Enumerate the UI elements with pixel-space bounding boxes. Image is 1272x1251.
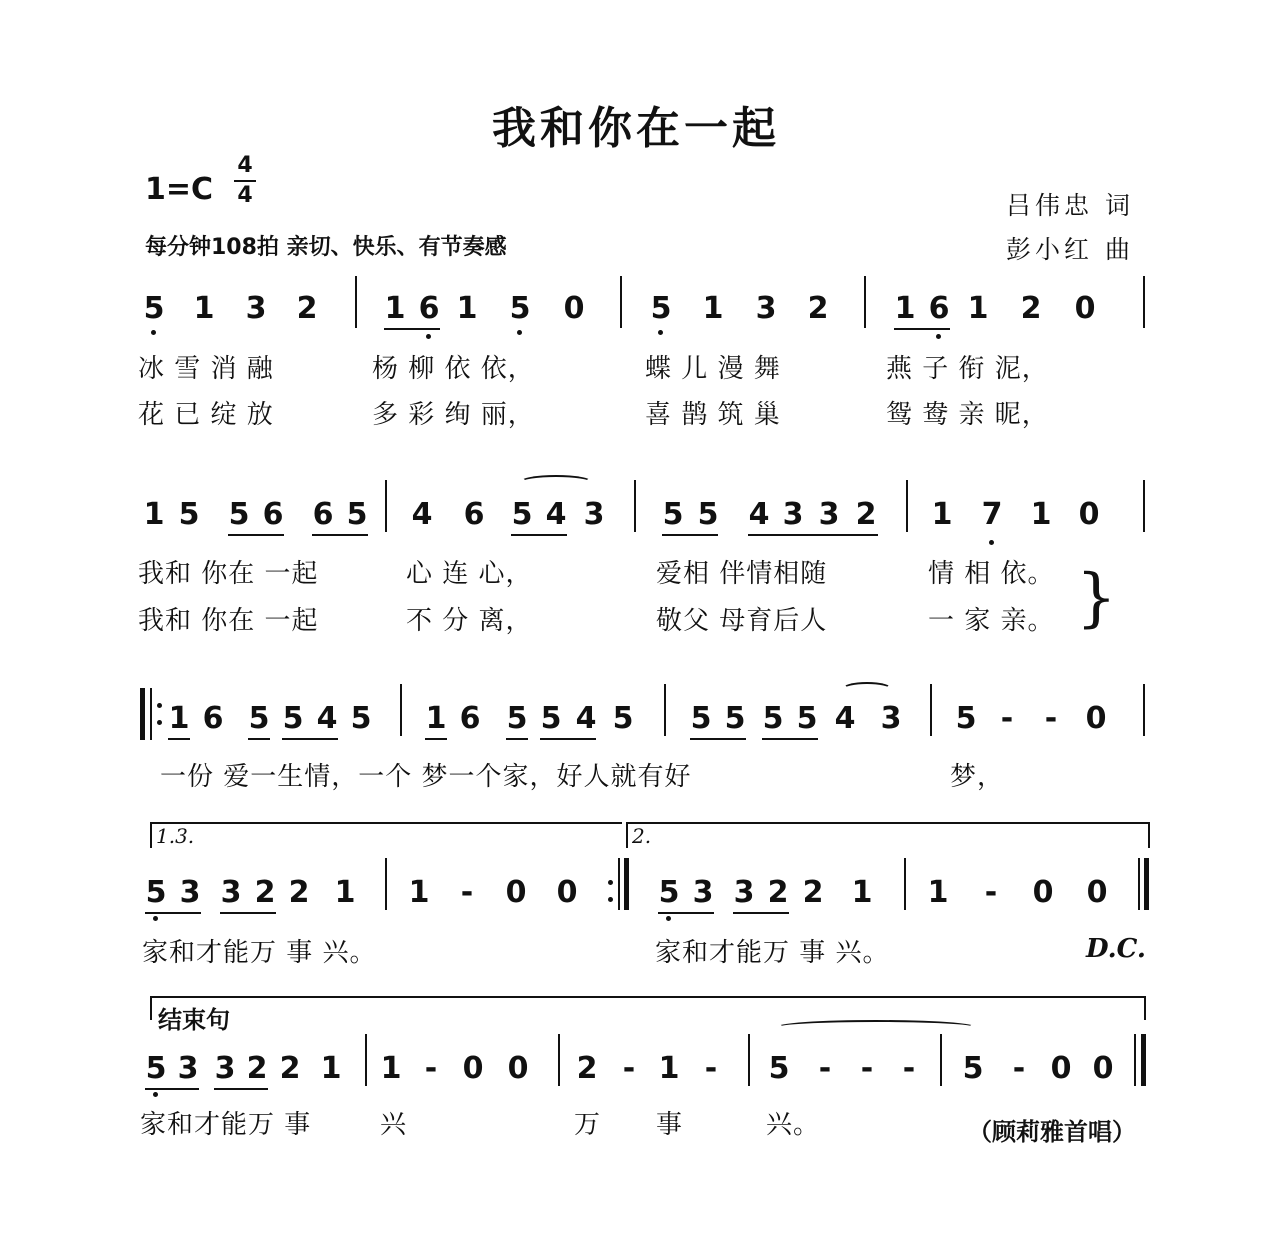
lyric: 冰 雪 消 融 — [138, 354, 274, 384]
dash: - — [1000, 701, 1014, 736]
lyric: 兴。 — [766, 1110, 821, 1140]
note: 0 — [1050, 1051, 1072, 1086]
time-signature-bottom: 4 — [237, 183, 253, 208]
repeat-end-barline — [618, 858, 620, 910]
note: 2 — [254, 875, 276, 910]
note: 2 — [576, 1051, 598, 1086]
singer-credit: （顾莉雅首唱） — [968, 1118, 1136, 1146]
lyric: 花 已 绽 放 — [138, 400, 274, 430]
lyric: 杨 柳 依 依， — [372, 354, 535, 384]
note: 5 — [724, 701, 746, 736]
barline — [355, 276, 357, 328]
note: 4 — [575, 701, 597, 736]
final-barline — [1144, 858, 1149, 910]
note: 6 — [312, 497, 334, 532]
lyric: 万 — [574, 1110, 602, 1140]
lyric: 多 彩 绚 丽， — [372, 400, 535, 430]
note: 2 — [855, 497, 877, 532]
note: 3 — [880, 701, 902, 736]
lyric: 梦， — [950, 762, 1005, 792]
note: 6 — [262, 497, 284, 532]
note: 1 — [456, 291, 478, 326]
dash: - — [860, 1051, 874, 1086]
note: 0 — [1092, 1051, 1114, 1086]
octave-dot — [517, 330, 522, 335]
note: 0 — [505, 875, 527, 910]
note: 1 — [380, 1051, 402, 1086]
note: 5 — [955, 701, 977, 736]
note: 0 — [1074, 291, 1096, 326]
lyric: 家和才能万 事 — [140, 1110, 312, 1140]
repeat-dot — [608, 897, 613, 902]
note: 1 — [702, 291, 724, 326]
lyric: 心 连 心， — [406, 559, 533, 589]
da-capo-mark: D.C. — [1086, 934, 1146, 964]
note: 1 — [851, 875, 873, 910]
lyric: 事 — [656, 1110, 684, 1140]
note: 5 — [143, 291, 165, 326]
note: 5 — [282, 701, 304, 736]
dash: - — [460, 875, 474, 910]
note: 3 — [733, 875, 755, 910]
note: 2 — [767, 875, 789, 910]
note: 6 — [463, 497, 485, 532]
note: 0 — [507, 1051, 529, 1086]
beam — [145, 1088, 199, 1090]
barline — [664, 684, 666, 736]
note: 5 — [690, 701, 712, 736]
note: 1 — [425, 701, 447, 736]
note: 0 — [1086, 875, 1108, 910]
volta-label: 2. — [632, 824, 652, 848]
barline — [1143, 480, 1145, 532]
note: 1 — [1030, 497, 1052, 532]
barline — [940, 1034, 942, 1086]
volta-label: 1.3. — [156, 824, 195, 848]
volta-bracket-1 — [150, 822, 622, 848]
beam — [690, 738, 746, 740]
beam — [145, 912, 201, 914]
lyric: 家和才能万 事 兴。 — [655, 938, 890, 968]
note: 3 — [583, 497, 605, 532]
ending-bracket — [150, 996, 1146, 1020]
beam — [658, 912, 714, 914]
note: 5 — [145, 1051, 167, 1086]
dash: - — [622, 1051, 636, 1086]
tie — [776, 1020, 976, 1034]
note: 1 — [927, 875, 949, 910]
note: 1 — [658, 1051, 680, 1086]
note: 5 — [228, 497, 250, 532]
repeat-dot — [608, 880, 613, 885]
beam — [248, 738, 270, 740]
note: 1 — [168, 701, 190, 736]
barline — [385, 480, 387, 532]
note: 2 — [279, 1051, 301, 1086]
dash: - — [1044, 701, 1058, 736]
dash: - — [902, 1051, 916, 1086]
note: 5 — [962, 1051, 984, 1086]
dash: - — [818, 1051, 832, 1086]
note: 2 — [296, 291, 318, 326]
dash: - — [704, 1051, 718, 1086]
note: 1 — [384, 291, 406, 326]
lyric: 我和 你在 一起 — [138, 606, 319, 636]
barline — [930, 684, 932, 736]
note: 5 — [612, 701, 634, 736]
repeat-dot — [157, 720, 162, 725]
note: 2 — [246, 1051, 268, 1086]
note: 4 — [411, 497, 433, 532]
octave-dot — [151, 330, 156, 335]
note: 1 — [408, 875, 430, 910]
repeat-start-barline — [140, 688, 145, 740]
lyric: 喜 鹊 筑 巢 — [645, 400, 781, 430]
note: 5 — [178, 497, 200, 532]
beam — [282, 738, 338, 740]
note: 7 — [981, 497, 1003, 532]
lyric: 情 相 依。 — [928, 559, 1055, 589]
note: 5 — [768, 1051, 790, 1086]
lyricist-credit: 吕伟忠 词 — [1006, 191, 1134, 220]
lyric: 不 分 离， — [406, 606, 533, 636]
note: 1 — [894, 291, 916, 326]
beam — [733, 912, 789, 914]
repeat-start-barline — [150, 688, 152, 740]
note: 3 — [782, 497, 804, 532]
note: 5 — [511, 497, 533, 532]
beam — [748, 534, 878, 536]
barline — [1143, 276, 1145, 328]
dash: - — [984, 875, 998, 910]
barline — [748, 1034, 750, 1086]
note: 5 — [697, 497, 719, 532]
note: 4 — [748, 497, 770, 532]
barline — [365, 1034, 367, 1086]
barline — [620, 276, 622, 328]
verse-brace: } — [1076, 561, 1117, 635]
octave-dot — [153, 916, 158, 921]
beam — [312, 534, 368, 536]
note: 5 — [540, 701, 562, 736]
note: 3 — [692, 875, 714, 910]
beam — [506, 738, 528, 740]
barline — [400, 684, 402, 736]
note: 2 — [807, 291, 829, 326]
note: 3 — [220, 875, 242, 910]
note: 0 — [1085, 701, 1107, 736]
lyric: 家和才能万 事 兴。 — [142, 938, 377, 968]
note: 5 — [658, 875, 680, 910]
slur — [520, 475, 592, 489]
repeat-dot — [157, 703, 162, 708]
final-barline — [1141, 1034, 1146, 1086]
barline — [558, 1034, 560, 1086]
note: 4 — [545, 497, 567, 532]
note: 0 — [1032, 875, 1054, 910]
lyric: 一份 爱一生情，一个 梦一个家，好人就有好 — [160, 762, 692, 792]
beam — [214, 1088, 268, 1090]
note: 1 — [931, 497, 953, 532]
tempo-marking: 每分钟108拍 亲切、快乐、有节奏感 — [145, 235, 507, 260]
note: 1 — [193, 291, 215, 326]
lyric: 鸳 鸯 亲 昵， — [886, 400, 1049, 430]
lyric: 燕 子 衔 泥， — [886, 354, 1049, 384]
note: 1 — [320, 1051, 342, 1086]
note: 3 — [755, 291, 777, 326]
note: 6 — [202, 701, 224, 736]
beam — [168, 738, 190, 740]
note: 5 — [248, 701, 270, 736]
note: 3 — [818, 497, 840, 532]
lyric: 敬父 母育后人 — [656, 606, 828, 636]
octave-dot — [666, 916, 671, 921]
dash: - — [424, 1051, 438, 1086]
time-signature — [232, 152, 258, 210]
barline — [385, 858, 387, 910]
note: 4 — [316, 701, 338, 736]
note: 6 — [459, 701, 481, 736]
lyric: 我和 你在 一起 — [138, 559, 319, 589]
beam — [762, 738, 818, 740]
note: 3 — [179, 875, 201, 910]
volta-bracket-2 — [626, 822, 1150, 848]
dash: - — [1012, 1051, 1026, 1086]
note: 0 — [556, 875, 578, 910]
barline — [904, 858, 906, 910]
octave-dot — [989, 540, 994, 545]
note: 1 — [967, 291, 989, 326]
barline — [864, 276, 866, 328]
note: 0 — [462, 1051, 484, 1086]
note: 0 — [563, 291, 585, 326]
note: 5 — [350, 701, 372, 736]
note: 5 — [796, 701, 818, 736]
beam — [511, 534, 567, 536]
lyric: 蝶 儿 漫 舞 — [645, 354, 781, 384]
octave-dot — [658, 330, 663, 335]
beam — [894, 328, 950, 330]
time-signature-top: 4 — [237, 153, 253, 178]
note: 5 — [346, 497, 368, 532]
key-signature: 1=C — [145, 172, 214, 207]
note: 5 — [145, 875, 167, 910]
note: 6 — [418, 291, 440, 326]
song-title: 我和你在一起 — [492, 103, 780, 154]
octave-dot — [936, 334, 941, 339]
note: 5 — [762, 701, 784, 736]
note: 4 — [834, 701, 856, 736]
note: 2 — [1020, 291, 1042, 326]
note: 0 — [1078, 497, 1100, 532]
note: 6 — [928, 291, 950, 326]
note: 2 — [288, 875, 310, 910]
note: 5 — [650, 291, 672, 326]
barline — [634, 480, 636, 532]
octave-dot — [426, 334, 431, 339]
composer-credit: 彭小红 曲 — [1006, 235, 1134, 264]
note: 5 — [509, 291, 531, 326]
beam — [228, 534, 284, 536]
beam — [384, 328, 440, 330]
final-barline — [1134, 1034, 1136, 1086]
repeat-end-barline — [624, 858, 629, 910]
note: 1 — [143, 497, 165, 532]
lyric: 兴 — [380, 1110, 408, 1140]
note: 5 — [506, 701, 528, 736]
note: 3 — [245, 291, 267, 326]
lyric: 爱相 伴情相随 — [656, 559, 828, 589]
beam — [540, 738, 596, 740]
lyric: 一 家 亲。 — [928, 606, 1055, 636]
note: 3 — [177, 1051, 199, 1086]
barline — [906, 480, 908, 532]
note: 3 — [214, 1051, 236, 1086]
beam — [425, 738, 447, 740]
slur — [842, 682, 892, 696]
barline — [1143, 684, 1145, 736]
ending-label: 结束句 — [158, 1006, 230, 1034]
beam — [220, 912, 276, 914]
note: 5 — [662, 497, 684, 532]
note: 2 — [802, 875, 824, 910]
octave-dot — [153, 1092, 158, 1097]
beam — [662, 534, 718, 536]
final-barline — [1138, 858, 1140, 910]
note: 1 — [334, 875, 356, 910]
